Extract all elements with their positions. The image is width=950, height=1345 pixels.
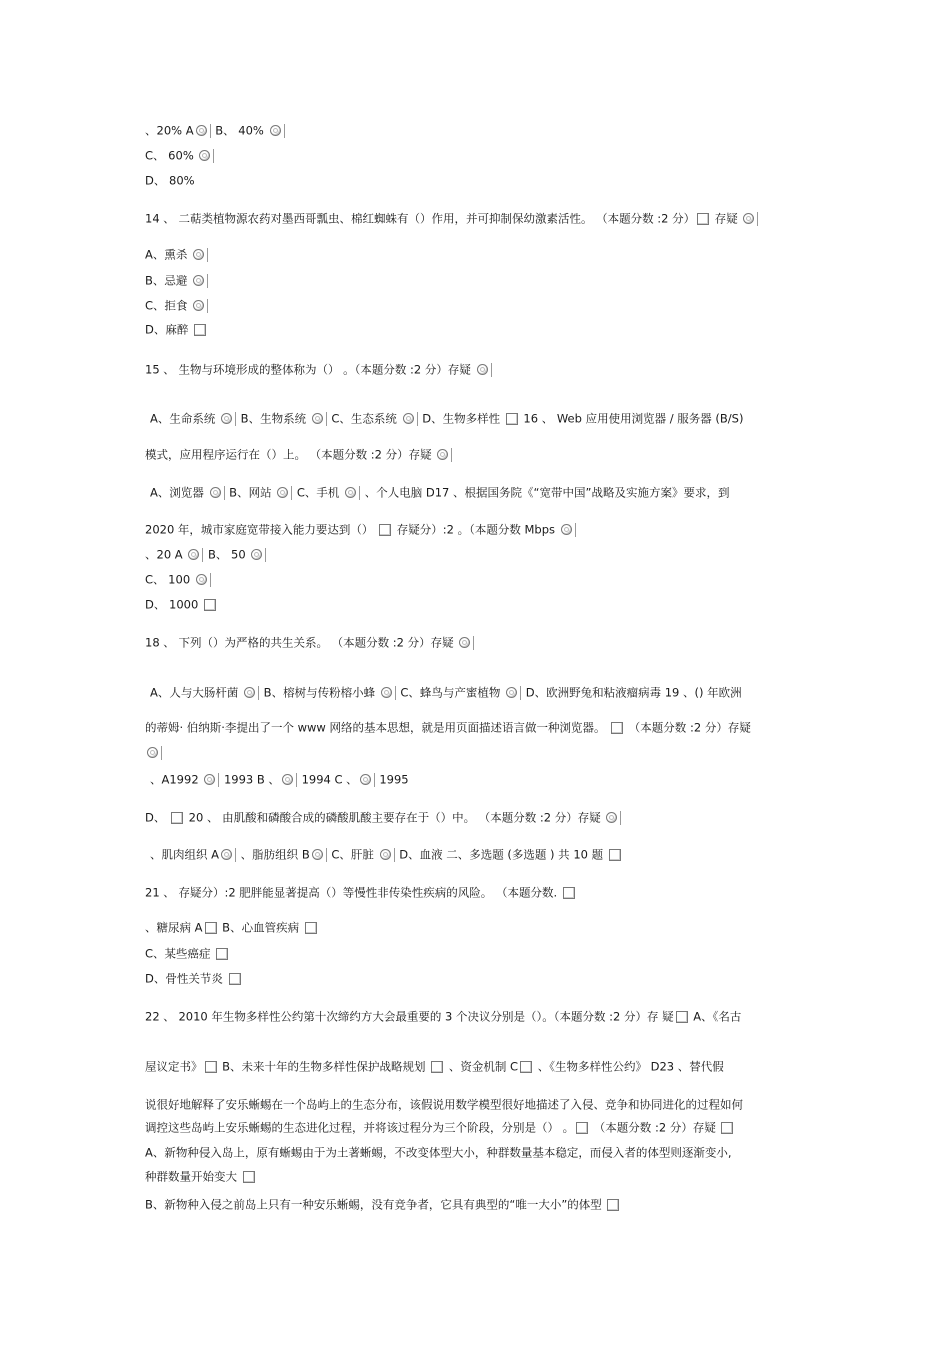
text-line xyxy=(145,1096,743,1113)
checkbox[interactable] xyxy=(305,922,317,934)
checkbox[interactable] xyxy=(609,849,621,861)
text-line xyxy=(145,884,577,901)
field-edge xyxy=(473,636,474,650)
field-edge xyxy=(620,811,621,825)
radio-button[interactable] xyxy=(277,487,288,498)
radio-button[interactable] xyxy=(196,125,207,136)
line-text: B、心血管疾病 xyxy=(218,920,303,935)
line-text: 14 、 二萜类植物源农药对墨西哥瓢虫、棉红蜘蛛有（）作用，并可抑制保幼激素活性。 （本题分数 :2 分） xyxy=(145,211,696,226)
text-line xyxy=(145,634,475,651)
line-text: D、骨性关节炎 xyxy=(145,971,227,986)
line-text: 1994 C 、 xyxy=(297,772,358,787)
checkbox[interactable] xyxy=(229,973,241,985)
field-edge xyxy=(207,248,208,262)
text-line xyxy=(145,1168,257,1185)
field-edge xyxy=(235,848,236,862)
radio-button[interactable] xyxy=(561,524,572,535)
line-text: A、熏杀 xyxy=(145,247,192,262)
radio-button[interactable] xyxy=(477,364,488,375)
field-edge xyxy=(296,773,297,787)
line-text: 21 、 存疑分）:2 肥胖能显著提高（）等慢性非传染性疾病的风险。 （本题分数. xyxy=(145,885,561,900)
checkbox[interactable] xyxy=(607,1199,619,1211)
line-text: 的蒂姆· 伯纳斯·李提出了一个 www 网络的基本思想，就是用页面描述语言做一种浏览器。 xyxy=(145,720,610,735)
line-text: C、拒食 xyxy=(145,298,192,313)
field-edge xyxy=(326,412,327,426)
radio-button[interactable] xyxy=(380,849,391,860)
radio-button[interactable] xyxy=(360,774,371,785)
field-edge xyxy=(207,274,208,288)
radio-button[interactable] xyxy=(506,687,517,698)
radio-button[interactable] xyxy=(221,849,232,860)
radio-button[interactable] xyxy=(459,637,470,648)
line-text: B、未来十年的生物多样性保护战略规划 xyxy=(218,1059,430,1074)
field-edge xyxy=(265,548,266,562)
line-text: 1995 xyxy=(375,772,409,787)
text-line xyxy=(145,246,209,263)
checkbox[interactable] xyxy=(194,324,206,336)
field-edge xyxy=(394,848,395,862)
line-text: A、新物种侵入岛上，原有蜥蜴由于为土著蜥蜴，不改变体型大小，种群数量基本稳定，而侵入者的体型则逐渐变小, xyxy=(145,1145,732,1160)
text-line xyxy=(145,1119,735,1136)
radio-button[interactable] xyxy=(437,449,448,460)
text-line xyxy=(145,1144,732,1161)
radio-button[interactable] xyxy=(345,487,356,498)
line-text: C、生态系统 xyxy=(327,411,401,426)
line-text: B、 50 xyxy=(204,547,250,562)
line-text: A、生命系统 xyxy=(150,411,220,426)
radio-button[interactable] xyxy=(282,774,293,785)
text-line xyxy=(145,744,163,760)
line-text: 1993 B 、 xyxy=(220,772,280,787)
text-line xyxy=(150,771,409,788)
checkbox[interactable] xyxy=(171,812,183,824)
text-line xyxy=(145,210,759,227)
line-text: 调控这些岛屿上安乐蜥蜴的生态进化过程，并将该过程分为三个阶段，分别是（） 。 xyxy=(145,1120,575,1135)
radio-button[interactable] xyxy=(312,849,323,860)
radio-button[interactable] xyxy=(147,747,158,758)
text-line xyxy=(145,361,493,378)
checkbox[interactable] xyxy=(611,722,623,734)
text-line xyxy=(145,546,267,563)
checkbox[interactable] xyxy=(431,1061,443,1073)
text-line xyxy=(145,446,453,463)
line-text: D、欧洲野兔和粘液瘤病毒 19 、() 年欧洲 xyxy=(522,685,742,700)
field-edge xyxy=(213,149,214,163)
radio-button[interactable] xyxy=(193,249,204,260)
text-line xyxy=(145,122,286,139)
line-text: 说很好地解释了安乐蜥蜴在一个岛屿上的生态分布，该假说用数学模型很好地描述了入侵、竞争和协同进化的过程如何 xyxy=(145,1097,743,1112)
line-text: 模式，应用程序运行在（）上。 （本题分数 :2 分）存疑 xyxy=(145,447,436,462)
radio-button[interactable] xyxy=(196,574,207,585)
line-text: 、糖尿病 A xyxy=(145,920,203,935)
radio-button[interactable] xyxy=(251,549,262,560)
line-text: 、《生物多样性公约》 D23 、替代假 xyxy=(534,1059,724,1074)
line-text: C、 100 xyxy=(145,572,194,587)
line-text: 、个人电脑 D17 、根据国务院《“宽带中国”战略及实施方案》要求，到 xyxy=(361,485,730,500)
text-line xyxy=(145,945,230,962)
line-text: A、人与大肠杆菌 xyxy=(150,685,243,700)
text-line xyxy=(150,410,743,427)
field-edge xyxy=(284,124,285,138)
line-text: B、忌避 xyxy=(145,273,192,288)
checkbox[interactable] xyxy=(576,1122,588,1134)
field-edge xyxy=(224,486,225,500)
text-line xyxy=(145,1196,621,1213)
line-text: 20 、 由肌酸和磷酸合成的磷酸肌酸主要存在于（）中。 （本题分数 :2 分）存疑 xyxy=(185,810,605,825)
field-edge xyxy=(235,412,236,426)
field-edge xyxy=(417,412,418,426)
line-text: D、血液 二、多选题 (多选题 ) 共 10 题 xyxy=(395,847,607,862)
line-text: D、 80% xyxy=(145,173,195,188)
line-text: 22 、 2010 年生物多样性公约第十次缔约方大会最重要的 3 个决议分别是（）。（本题分数 :2 分）存 疑 xyxy=(145,1009,674,1024)
text-line xyxy=(150,846,623,863)
field-edge xyxy=(374,773,375,787)
radio-button[interactable] xyxy=(193,275,204,286)
text-line xyxy=(145,521,577,538)
field-edge xyxy=(207,299,208,313)
text-line xyxy=(145,1008,741,1025)
line-text: B、生物系统 xyxy=(237,411,310,426)
text-line xyxy=(145,172,195,189)
radio-button[interactable] xyxy=(221,413,232,424)
radio-button[interactable] xyxy=(381,687,392,698)
line-text: （本题分数 :2 分）存疑 xyxy=(625,720,751,735)
text-line xyxy=(150,684,742,701)
checkbox[interactable] xyxy=(697,213,709,225)
field-edge xyxy=(161,746,162,760)
line-text: A、《名古 xyxy=(689,1009,742,1024)
line-text: D、 1000 xyxy=(145,597,202,612)
line-text: 种群数量开始变大 xyxy=(145,1169,241,1184)
line-text: 、A1992 xyxy=(150,772,203,787)
radio-button[interactable] xyxy=(606,812,617,823)
text-line xyxy=(145,321,208,338)
text-line xyxy=(145,272,209,289)
field-edge xyxy=(258,686,259,700)
radio-button[interactable] xyxy=(403,413,414,424)
line-text: D、麻醉 xyxy=(145,322,193,337)
line-text: D、 xyxy=(145,810,170,825)
radio-button[interactable] xyxy=(312,413,323,424)
line-text: B、 40% xyxy=(211,123,268,138)
line-text: B、榕树与传粉榕小蜂 xyxy=(260,685,379,700)
field-edge xyxy=(359,486,360,500)
line-text: 、资金机制 C xyxy=(445,1059,519,1074)
field-edge xyxy=(491,363,492,377)
radio-button[interactable] xyxy=(188,549,199,560)
field-edge xyxy=(210,573,211,587)
checkbox[interactable] xyxy=(204,599,216,611)
radio-button[interactable] xyxy=(210,487,221,498)
checkbox[interactable] xyxy=(676,1011,688,1023)
line-text: B、网站 xyxy=(225,485,276,500)
checkbox[interactable] xyxy=(205,922,217,934)
text-line xyxy=(145,719,751,736)
line-text: 存疑分）:2 。（本题分数 Mbps xyxy=(393,522,559,537)
text-line xyxy=(145,571,212,588)
field-edge xyxy=(210,124,211,138)
line-text: （本题分数 :2 分）存疑 xyxy=(590,1120,720,1135)
line-text: C、肝脏 xyxy=(327,847,378,862)
field-edge xyxy=(451,448,452,462)
line-text: 、脂肪组织 B xyxy=(237,847,310,862)
text-line xyxy=(145,147,215,164)
line-text: C、 60% xyxy=(145,148,198,163)
checkbox[interactable] xyxy=(721,1122,733,1134)
text-line xyxy=(145,1058,724,1075)
text-line xyxy=(145,919,319,936)
line-text: 16 、 Web 应用使用浏览器 / 服务器 (B/S) xyxy=(519,411,744,426)
line-text: 存疑 xyxy=(711,211,742,226)
radio-button[interactable] xyxy=(199,150,210,161)
line-text: B、新物种入侵之前岛上只有一种安乐蜥蜴，没有竞争者，它具有典型的“唯一大小”的体型 xyxy=(145,1197,606,1212)
checkbox[interactable] xyxy=(205,1061,217,1073)
text-line xyxy=(145,297,209,314)
field-edge xyxy=(520,686,521,700)
line-text: C、手机 xyxy=(293,485,344,500)
checkbox[interactable] xyxy=(520,1061,532,1073)
line-text: D、生物多样性 xyxy=(418,411,504,426)
line-text: C、某些癌症 xyxy=(145,946,215,961)
line-text: 、20% A xyxy=(145,123,194,138)
line-text: C、蜂鸟与产蜜植物 xyxy=(396,685,505,700)
radio-button[interactable] xyxy=(204,774,215,785)
radio-button[interactable] xyxy=(270,125,281,136)
checkbox[interactable] xyxy=(563,887,575,899)
radio-button[interactable] xyxy=(193,300,204,311)
line-text: 、肌肉组织 A xyxy=(150,847,220,862)
text-line xyxy=(145,809,622,826)
text-line xyxy=(145,970,243,987)
line-text: 18 、 下列（）为严格的共生关系。 （本题分数 :2 分）存疑 xyxy=(145,635,458,650)
checkbox[interactable] xyxy=(216,948,228,960)
checkbox[interactable] xyxy=(506,413,518,425)
line-text: 2020 年，城市家庭宽带接入能力要达到（） xyxy=(145,522,378,537)
field-edge xyxy=(757,212,758,226)
field-edge xyxy=(395,686,396,700)
field-edge xyxy=(326,848,327,862)
checkbox[interactable] xyxy=(243,1171,255,1183)
line-text: A、浏览器 xyxy=(150,485,208,500)
text-line xyxy=(145,596,218,613)
text-line xyxy=(150,484,729,501)
field-edge xyxy=(575,523,576,537)
line-text: 屋议定书》 xyxy=(145,1059,203,1074)
radio-button[interactable] xyxy=(743,213,754,224)
radio-button[interactable] xyxy=(244,687,255,698)
checkbox[interactable] xyxy=(379,524,391,536)
line-text: 、20 A xyxy=(145,547,187,562)
line-text: 15 、 生物与环境形成的整体称为（） 。（本题分数 :2 分）存疑 xyxy=(145,362,475,377)
